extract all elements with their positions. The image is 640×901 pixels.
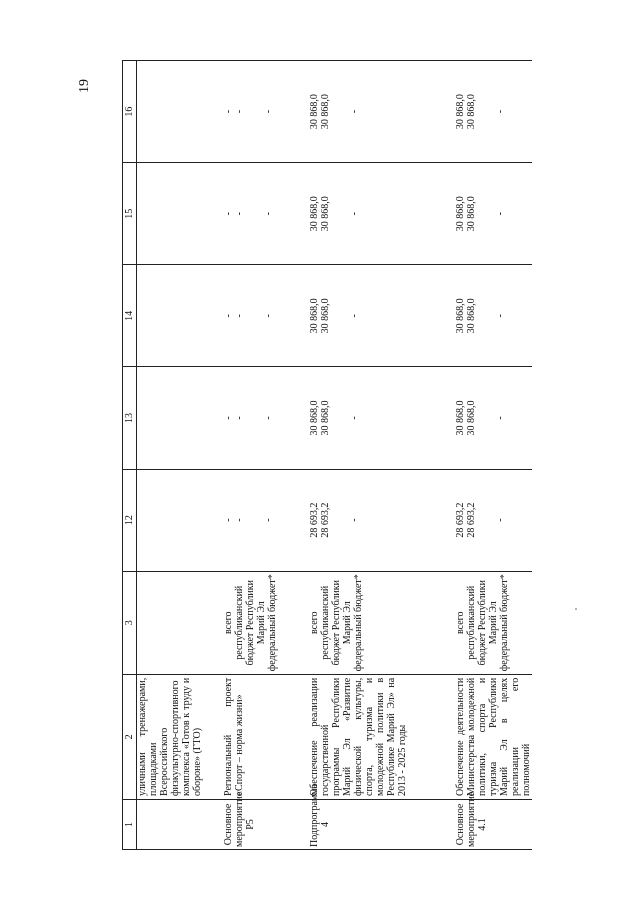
header-col-15: 15: [123, 163, 137, 265]
source-total: всего: [222, 611, 234, 634]
value-col-14: [137, 265, 219, 367]
row-code: Подпрограмма 4: [305, 799, 451, 849]
row-description: Обеспечение реализации государственной программы Республики Марий Эл «Развитие физической культуры, спорта, туризма и молодежной политики в Республике Марий Эл» на 2013 - 2025 годы: [305, 674, 451, 799]
source-republic: республиканский бюджет Республики Марий Эл: [319, 580, 353, 666]
header-col-12: 12: [123, 469, 137, 571]
header-col-16: 16: [123, 61, 137, 163]
value-col-12: 28 693,2 28 693,2 -: [451, 469, 532, 571]
scan-speck: [575, 608, 577, 610]
value-col-13: 30 868,0 30 868,0 -: [451, 367, 532, 469]
value-col-14: 30 868,0 30 868,0 -: [451, 265, 532, 367]
rotated-table-container: [122, 60, 532, 850]
value-col-15: - - -: [219, 163, 305, 265]
value-col-16: [137, 61, 219, 163]
table-row: [137, 61, 219, 850]
value-col-13: 30 868,0 30 868,0 -: [305, 367, 451, 469]
table-row: [451, 61, 532, 850]
header-row: [123, 61, 137, 850]
header-col-14: 14: [123, 265, 137, 367]
value-col-13: [137, 367, 219, 469]
page-number: 19: [77, 79, 92, 93]
table-row: [219, 61, 305, 850]
source-federal: федеральный бюджет*: [352, 574, 364, 672]
funding-source: [305, 571, 451, 674]
source-federal: федеральный бюджет*: [266, 574, 278, 672]
source-total: всего: [454, 611, 466, 634]
value-col-15: 30 868,0 30 868,0 -: [451, 163, 532, 265]
header-col-1: 1: [123, 799, 137, 849]
source-federal: федеральный бюджет*: [498, 574, 510, 672]
header-col-2: 2: [123, 674, 137, 799]
value-col-12: - - -: [219, 469, 305, 571]
row-code: [137, 799, 219, 849]
value-col-16: 30 868,0 30 868,0 -: [305, 61, 451, 163]
row-description: уличными тренажерами, площадками Всероссийского физкультурно-спортивного комплекса «Готов к труду и обороне» (ГТО): [137, 674, 219, 799]
value-col-16: - - -: [219, 61, 305, 163]
funding-source: [137, 571, 219, 674]
source-republic: республиканский бюджет Республики Марий Эл: [465, 580, 499, 666]
table-header: [123, 61, 137, 850]
row-description: Региональный проект «Спорт – норма жизни»: [219, 674, 305, 799]
source-republic: республиканский бюджет Республики Марий Эл: [233, 580, 267, 666]
row-description: Обеспечение деятельности Министерства молодежной политики, спорта и туризма Республики Марий Эл в целях реализации его полномочий: [451, 674, 532, 799]
value-col-15: 30 868,0 30 868,0 -: [305, 163, 451, 265]
funding-source: [219, 571, 305, 674]
budget-table: [122, 60, 532, 850]
row-code: Основное мероприятие 4.1: [451, 799, 532, 849]
table-row: [305, 61, 451, 850]
source-total: всего: [308, 611, 320, 634]
value-col-13: - - -: [219, 367, 305, 469]
value-col-15: [137, 163, 219, 265]
value-col-16: 30 868,0 30 868,0 -: [451, 61, 532, 163]
value-col-12: [137, 469, 219, 571]
value-col-14: 30 868,0 30 868,0 -: [305, 265, 451, 367]
value-col-14: - - -: [219, 265, 305, 367]
value-col-12: 28 693,2 28 693,2 -: [305, 469, 451, 571]
header-col-13: 13: [123, 367, 137, 469]
row-code: Основное мероприятие Р5: [219, 799, 305, 849]
header-col-3: 3: [123, 571, 137, 674]
funding-source: [451, 571, 532, 674]
